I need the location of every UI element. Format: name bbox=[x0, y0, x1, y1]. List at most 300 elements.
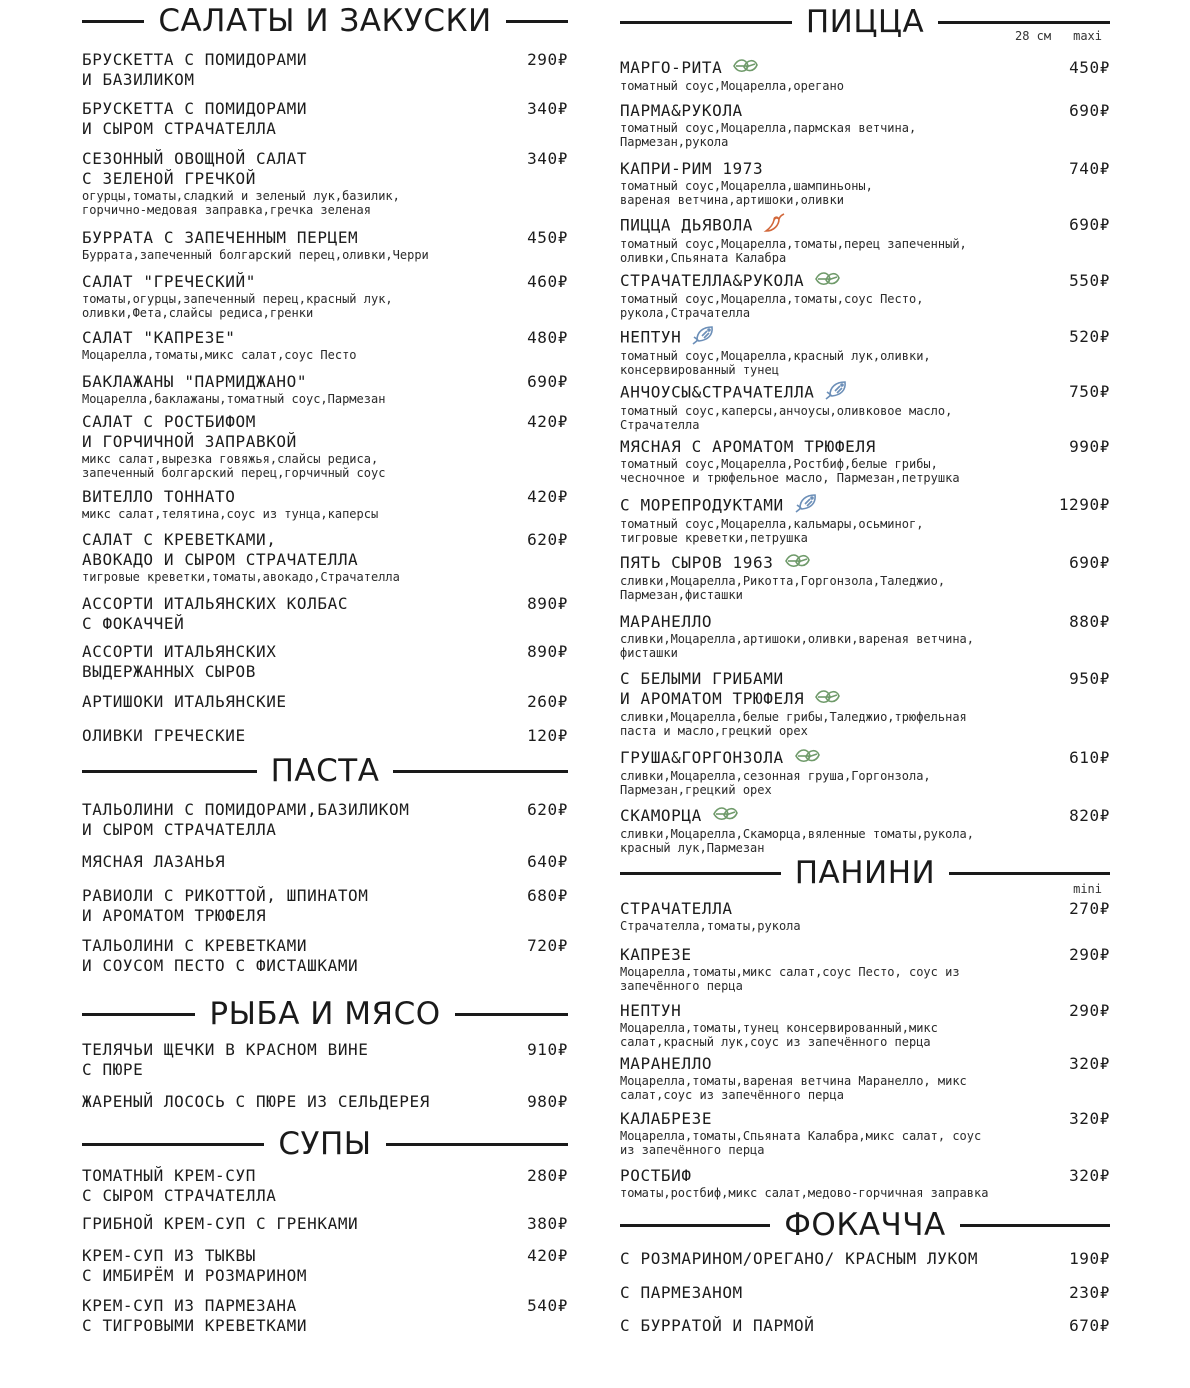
item-name-text: ТЕЛЯЧЬИ ЩЕЧКИ В КРАСНОМ ВИНЕ С ПЮРЕ bbox=[82, 1040, 369, 1079]
menu-item bbox=[620, 1316, 1110, 1336]
item-price: 280₽ bbox=[527, 1166, 568, 1185]
leaf-icon bbox=[794, 746, 820, 766]
menu-item bbox=[620, 495, 1110, 545]
item-price: 450₽ bbox=[1069, 58, 1110, 77]
item-body bbox=[620, 1054, 1063, 1102]
item-name bbox=[620, 382, 1063, 404]
menu-item bbox=[620, 945, 1110, 993]
item-name bbox=[82, 149, 521, 189]
item-name bbox=[620, 1166, 1063, 1186]
menu-item bbox=[620, 1054, 1110, 1102]
item-body bbox=[620, 1166, 1063, 1200]
item-body bbox=[620, 1109, 1063, 1157]
item-description: Моцарелла,томаты,тунец консервированный,микс салат,красный лук,соус из запечённого перца bbox=[620, 1021, 938, 1049]
section-title: ПАСТА bbox=[270, 753, 380, 789]
item-body bbox=[82, 412, 521, 480]
item-name-text: МАРГО-РИТА bbox=[620, 58, 723, 77]
item-name bbox=[82, 1246, 521, 1286]
item-description: томатный соус,Моцарелла,Ростбиф,белые грибы, чесночное и трюфельное масло, Пармезан,петрушка bbox=[620, 457, 960, 485]
item-price: 620₽ bbox=[527, 800, 568, 819]
item-name-text: ВИТЕЛЛО ТОННАТО bbox=[82, 487, 236, 506]
item-body bbox=[620, 1001, 1063, 1049]
section-heading-salads bbox=[82, 1, 568, 41]
menu-item bbox=[620, 271, 1110, 320]
menu-item bbox=[620, 215, 1110, 265]
menu-item bbox=[620, 1283, 1110, 1303]
heading-rule bbox=[82, 20, 144, 23]
item-description: микс салат,вырезка говяжья,слайсы редиса, запеченный болгарский перец,горчичный соус bbox=[82, 452, 386, 480]
item-price: 890₽ bbox=[527, 642, 568, 661]
item-price: 670₽ bbox=[1069, 1316, 1110, 1335]
item-description: сливки,Моцарелла,артишоки,оливки,вареная ветчина, фисташки bbox=[620, 632, 975, 660]
item-name bbox=[620, 553, 1063, 574]
item-name-text: ОЛИВКИ ГРЕЧЕСКИЕ bbox=[82, 726, 246, 745]
menu-item bbox=[82, 149, 568, 217]
item-body bbox=[620, 58, 1063, 93]
item-description: Моцарелла,баклажаны,томатный соус,Пармезан bbox=[82, 392, 386, 406]
size-labels bbox=[620, 882, 1110, 896]
menu-item bbox=[82, 594, 568, 634]
item-body bbox=[82, 1296, 521, 1336]
item-body bbox=[620, 748, 1063, 797]
item-price: 190₽ bbox=[1069, 1249, 1110, 1268]
section-heading-pasta bbox=[82, 751, 568, 791]
item-name bbox=[620, 495, 1053, 517]
heading-rule bbox=[949, 872, 1110, 875]
menu-item bbox=[82, 1296, 568, 1336]
section-title: СУПЫ bbox=[278, 1126, 372, 1162]
item-name bbox=[620, 215, 1063, 237]
item-name-text: СЕЗОННЫЙ ОВОЩНОЙ САЛАТ С ЗЕЛЕНОЙ ГРЕЧКОЙ bbox=[82, 149, 308, 188]
item-name-text: КАЛАБРЕЗЕ bbox=[620, 1109, 713, 1128]
item-description: томаты,ростбиф,микс салат,медово-горчичная заправка bbox=[620, 1186, 989, 1200]
menu-item bbox=[82, 1040, 568, 1080]
item-name-text: САЛАТ "ГРЕЧЕСКИЙ" bbox=[82, 272, 256, 291]
item-body bbox=[82, 594, 521, 634]
heading-rule bbox=[455, 1013, 568, 1016]
item-name-text: ГРИБНОЙ КРЕМ-СУП С ГРЕНКАМИ bbox=[82, 1214, 359, 1233]
item-name bbox=[620, 945, 1063, 965]
item-price: 340₽ bbox=[527, 149, 568, 168]
heading-rule bbox=[82, 770, 257, 773]
menu-item bbox=[620, 806, 1110, 855]
item-name-text: С МОРЕПРОДУКТАМИ bbox=[620, 495, 784, 515]
item-name bbox=[620, 612, 1063, 632]
item-name-text: РОСТБИФ bbox=[620, 1166, 692, 1185]
section-heading-soups bbox=[82, 1124, 568, 1164]
item-name-text: МЯСНАЯ ЛАЗАНЬЯ bbox=[82, 852, 226, 871]
menu-item bbox=[82, 228, 568, 262]
item-name bbox=[620, 1109, 1063, 1129]
item-name bbox=[82, 1214, 521, 1234]
item-name-text: КРЕМ-СУП ИЗ ТЫКВЫ С ИМБИРЁМ И РОЗМАРИНОМ bbox=[82, 1246, 308, 1285]
heading-rule bbox=[620, 872, 781, 875]
item-name bbox=[82, 50, 521, 90]
item-price: 690₽ bbox=[1069, 215, 1110, 234]
item-body bbox=[620, 1316, 1063, 1336]
item-body bbox=[620, 899, 1063, 933]
section-title: ПАНИНИ bbox=[794, 855, 936, 891]
item-name-text: С БУРРАТОЙ И ПАРМОЙ bbox=[620, 1316, 815, 1335]
item-name-text: БРУСКЕТТА С ПОМИДОРАМИ И БАЗИЛИКОМ bbox=[82, 50, 308, 89]
item-name-text: ЖАРЕНЫЙ ЛОСОСЬ С ПЮРЕ ИЗ СЕЛЬДЕРЕЯ bbox=[82, 1092, 430, 1111]
item-name bbox=[82, 1296, 521, 1336]
menu-item bbox=[82, 936, 568, 976]
item-name bbox=[620, 327, 1063, 349]
item-description: огурцы,томаты,сладкий и зеленый лук,базилик, горчично-медовая заправка,гречка зеленая bbox=[82, 189, 400, 217]
item-name-text: ПЯТЬ СЫРОВ 1963 bbox=[620, 553, 774, 572]
item-price: 990₽ bbox=[1069, 437, 1110, 456]
item-price: 980₽ bbox=[527, 1092, 568, 1111]
section-title: ФОКАЧЧА bbox=[784, 1207, 946, 1243]
item-price: 720₽ bbox=[527, 936, 568, 955]
fish-icon bbox=[691, 324, 717, 346]
item-price: 950₽ bbox=[1069, 669, 1110, 688]
item-name-text: МАРАНЕЛЛО bbox=[620, 612, 713, 631]
item-price: 420₽ bbox=[527, 1246, 568, 1265]
item-body bbox=[82, 328, 521, 362]
section-title: САЛАТЫ И ЗАКУСКИ bbox=[158, 3, 492, 39]
item-name bbox=[82, 726, 521, 746]
menu-item bbox=[620, 748, 1110, 797]
menu-item bbox=[620, 159, 1110, 207]
heading-rule bbox=[620, 21, 792, 24]
item-name bbox=[620, 1054, 1063, 1074]
item-body bbox=[620, 669, 1063, 738]
item-body bbox=[82, 886, 521, 926]
item-description: томатный соус,Моцарелла,кальмары,осьминог, тигровые креветки,петрушка bbox=[620, 517, 924, 545]
item-name bbox=[82, 1040, 521, 1080]
item-body bbox=[620, 553, 1063, 602]
item-name bbox=[82, 1092, 521, 1112]
item-body bbox=[82, 936, 521, 976]
item-name bbox=[82, 328, 521, 348]
item-description: томатный соус,Моцарелла,орегано bbox=[620, 78, 844, 93]
item-price: 740₽ bbox=[1069, 159, 1110, 178]
item-name-text: САЛАТ С РОСТБИФОМ И ГОРЧИЧНОЙ ЗАПРАВКОЙ bbox=[82, 412, 297, 451]
menu-item bbox=[82, 487, 568, 521]
item-body bbox=[82, 372, 521, 406]
menu-item bbox=[620, 327, 1110, 377]
menu-item bbox=[620, 101, 1110, 149]
item-price: 270₽ bbox=[1069, 899, 1110, 918]
item-name bbox=[82, 272, 521, 292]
item-description: сливки,Моцарелла,Скаморца,вяленные томаты,рукола, красный лук,Пармезан bbox=[620, 826, 975, 855]
item-name-text: МЯСНАЯ С АРОМАТОМ ТРЮФЕЛЯ bbox=[620, 437, 876, 456]
item-name bbox=[82, 372, 521, 392]
item-price: 640₽ bbox=[527, 852, 568, 871]
menu-item bbox=[82, 1092, 568, 1112]
item-price: 320₽ bbox=[1069, 1054, 1110, 1073]
item-name bbox=[620, 271, 1063, 292]
item-name-text: САЛАТ "КАПРЕЗЕ" bbox=[82, 328, 236, 347]
item-body bbox=[620, 945, 1063, 993]
menu-item bbox=[620, 1001, 1110, 1049]
item-price: 260₽ bbox=[527, 692, 568, 711]
item-price: 690₽ bbox=[527, 372, 568, 391]
item-price: 380₽ bbox=[527, 1214, 568, 1233]
menu-item bbox=[82, 886, 568, 926]
item-name bbox=[82, 99, 521, 139]
item-name bbox=[620, 101, 1063, 121]
item-name-text: ПИЦЦА ДЬЯВОЛА bbox=[620, 215, 754, 235]
item-name bbox=[82, 886, 521, 926]
leaf-icon bbox=[784, 551, 810, 571]
heading-rule bbox=[938, 21, 1110, 24]
item-name-text: ТАЛЬОЛИНИ С ПОМИДОРАМИ,БАЗИЛИКОМ И СЫРОМ СТРАЧАТЕЛЛА bbox=[82, 800, 410, 839]
menu-item bbox=[82, 1246, 568, 1286]
item-price: 120₽ bbox=[527, 726, 568, 745]
section-heading-focaccia bbox=[620, 1205, 1110, 1245]
item-name bbox=[82, 1166, 521, 1206]
menu-item bbox=[82, 412, 568, 480]
item-name-text: ПАРМА&РУКОЛА bbox=[620, 101, 743, 120]
item-name-text: САЛАТ С КРЕВЕТКАМИ, АВОКАДО И СЫРОМ СТРАЧАТЕЛЛА bbox=[82, 530, 359, 569]
item-body bbox=[82, 228, 521, 262]
size-label: mini bbox=[1073, 882, 1102, 896]
item-price: 450₽ bbox=[527, 228, 568, 247]
item-body bbox=[620, 215, 1063, 265]
item-name-text: АРТИШОКИ ИТАЛЬЯНСКИЕ bbox=[82, 692, 287, 711]
item-description: сливки,Моцарелла,сезонная груша,Горгонзола, Пармезан,грецкий орех bbox=[620, 768, 931, 797]
item-price: 290₽ bbox=[1069, 945, 1110, 964]
item-body bbox=[82, 692, 521, 712]
item-name-text: НЕПТУН bbox=[620, 327, 682, 347]
leaf-icon bbox=[712, 804, 738, 824]
heading-rule bbox=[82, 1143, 264, 1146]
section-title: ПИЦЦА bbox=[805, 4, 925, 40]
item-body bbox=[82, 1166, 521, 1206]
item-description: томатный соус,Моцарелла,томаты,перец запеченный, оливки,Спьяната Калабра bbox=[620, 237, 967, 265]
item-body bbox=[82, 642, 521, 682]
item-body bbox=[82, 487, 521, 521]
item-body bbox=[620, 495, 1053, 545]
item-body bbox=[82, 1040, 521, 1080]
item-body bbox=[82, 1214, 521, 1234]
item-name bbox=[82, 228, 521, 248]
menu-item bbox=[620, 553, 1110, 602]
size-labels bbox=[620, 29, 1110, 43]
item-name bbox=[620, 437, 1063, 457]
menu-item bbox=[620, 612, 1110, 660]
menu-item bbox=[82, 1166, 568, 1206]
item-name bbox=[82, 530, 521, 570]
item-name-text: КРЕМ-СУП ИЗ ПАРМЕЗАНА С ТИГРОВЫМИ КРЕВЕТКАМИ bbox=[82, 1296, 308, 1335]
heading-rule bbox=[393, 770, 568, 773]
item-body bbox=[82, 99, 521, 139]
item-description: Моцарелла,томаты,вареная ветчина Маранелло, микс салат,соус из запечённого перца bbox=[620, 1074, 967, 1102]
heading-rule bbox=[82, 1013, 195, 1016]
item-body bbox=[82, 852, 521, 872]
item-description: Моцарелла,томаты,Спьяната Калабра,микс салат, соус из запечённого перца bbox=[620, 1129, 982, 1157]
item-name bbox=[620, 669, 1063, 710]
item-name bbox=[620, 806, 1063, 827]
item-name bbox=[620, 1249, 1063, 1269]
item-body bbox=[620, 382, 1063, 432]
item-name bbox=[82, 412, 521, 452]
section-heading-fishmeat bbox=[82, 994, 568, 1034]
item-description: Страчателла,томаты,рукола bbox=[620, 919, 801, 933]
item-price: 230₽ bbox=[1069, 1283, 1110, 1302]
item-description: тигровые креветки,томаты,авокадо,Страчателла bbox=[82, 570, 400, 584]
item-description: сливки,Моцарелла,Рикотта,Горгонзола,Таледжио, Пармезан,фисташки bbox=[620, 573, 946, 602]
item-name-text: АССОРТИ ИТАЛЬЯНСКИХ ВЫДЕРЖАННЫХ СЫРОВ bbox=[82, 642, 277, 681]
size-label: maxi bbox=[1073, 29, 1102, 43]
item-description: томатный соус,Моцарелла,красный лук,оливки, консервированный тунец bbox=[620, 349, 931, 377]
menu-item bbox=[82, 800, 568, 840]
section-title: РЫБА И МЯСО bbox=[209, 996, 441, 1032]
item-body bbox=[82, 50, 521, 90]
item-price: 320₽ bbox=[1069, 1109, 1110, 1128]
item-name bbox=[82, 800, 521, 840]
item-price: 290₽ bbox=[527, 50, 568, 69]
heading-rule bbox=[386, 1143, 568, 1146]
menu-item bbox=[82, 852, 568, 872]
leaf-icon bbox=[732, 56, 758, 76]
item-name-text: ТОМАТНЫЙ КРЕМ-СУП С СЫРОМ СТРАЧАТЕЛЛА bbox=[82, 1166, 277, 1205]
item-name bbox=[82, 594, 521, 634]
item-description: Моцарелла,томаты,микс салат,соус Песто, соус из запечённого перца bbox=[620, 965, 960, 993]
item-price: 750₽ bbox=[1069, 382, 1110, 401]
item-price: 690₽ bbox=[1069, 101, 1110, 120]
item-name bbox=[82, 642, 521, 682]
item-body bbox=[82, 726, 521, 746]
item-price: 690₽ bbox=[1069, 553, 1110, 572]
item-price: 290₽ bbox=[1069, 1001, 1110, 1020]
menu-item bbox=[82, 272, 568, 320]
menu-item bbox=[82, 99, 568, 139]
item-name bbox=[620, 1001, 1063, 1021]
menu-item bbox=[620, 669, 1110, 738]
menu-item bbox=[620, 382, 1110, 432]
item-price: 1290₽ bbox=[1058, 495, 1110, 514]
item-price: 320₽ bbox=[1069, 1166, 1110, 1185]
item-name bbox=[620, 1316, 1063, 1336]
item-name-text: АССОРТИ ИТАЛЬЯНСКИХ КОЛБАС С ФОКАЧЧЕЙ bbox=[82, 594, 349, 633]
item-name-text: С БЕЛЫМИ ГРИБАМИ И АРОМАТОМ ТРЮФЕЛЯ bbox=[620, 669, 805, 708]
item-name-text: СКАМОРЦА bbox=[620, 806, 702, 825]
heading-rule bbox=[506, 20, 568, 23]
item-body bbox=[82, 800, 521, 840]
item-description: томатный соус,каперсы,анчоусы,оливковое масло, Страчателла bbox=[620, 404, 953, 432]
item-name bbox=[620, 1283, 1063, 1303]
item-body bbox=[620, 612, 1063, 660]
item-body bbox=[82, 530, 521, 584]
item-price: 340₽ bbox=[527, 99, 568, 118]
item-description: томатный соус,Моцарелла,шампиньоны, вареная ветчина,артишоки,оливки bbox=[620, 179, 873, 207]
item-description: Буррата,запеченный болгарский перец,оливки,Черри bbox=[82, 248, 429, 262]
item-price: 610₽ bbox=[1069, 748, 1110, 767]
item-name bbox=[620, 159, 1063, 179]
chili-icon bbox=[763, 212, 787, 234]
item-name bbox=[82, 852, 521, 872]
menu-item bbox=[82, 372, 568, 406]
item-body bbox=[82, 1246, 521, 1286]
item-name-text: ТАЛЬОЛИНИ С КРЕВЕТКАМИ И СОУСОМ ПЕСТО С ФИСТАШКАМИ bbox=[82, 936, 359, 975]
item-price: 550₽ bbox=[1069, 271, 1110, 290]
menu-item bbox=[82, 50, 568, 90]
item-name bbox=[82, 936, 521, 976]
item-price: 540₽ bbox=[527, 1296, 568, 1315]
item-price: 880₽ bbox=[1069, 612, 1110, 631]
item-price: 910₽ bbox=[527, 1040, 568, 1059]
item-name-text: НЕПТУН bbox=[620, 1001, 682, 1020]
item-price: 620₽ bbox=[527, 530, 568, 549]
heading-rule bbox=[960, 1224, 1110, 1227]
item-name-text: МАРАНЕЛЛО bbox=[620, 1054, 713, 1073]
menu-item bbox=[620, 899, 1110, 933]
item-name-text: БАКЛАЖАНЫ "ПАРМИДЖАНО" bbox=[82, 372, 308, 391]
item-name-text: РАВИОЛИ С РИКОТТОЙ, ШПИНАТОМ И АРОМАТОМ ТРЮФЕЛЯ bbox=[82, 886, 369, 925]
item-description: Моцарелла,томаты,микс салат,соус Песто bbox=[82, 348, 357, 362]
item-name bbox=[82, 487, 521, 507]
item-body bbox=[620, 327, 1063, 377]
item-name-text: ГРУША&ГОРГОНЗОЛА bbox=[620, 748, 784, 767]
item-body bbox=[620, 1249, 1063, 1269]
item-name-text: КАПРИ-РИМ 1973 bbox=[620, 159, 764, 178]
item-name-text: С ПАРМЕЗАНОМ bbox=[620, 1283, 743, 1302]
item-price: 480₽ bbox=[527, 328, 568, 347]
item-description: томатный соус,Моцарелла,томаты,соус Песто, рукола,Страчателла bbox=[620, 291, 924, 320]
item-description: томаты,огурцы,запеченный перец,красный лук, оливки,Фета,слайсы редиса,гренки bbox=[82, 292, 393, 320]
menu-item bbox=[82, 328, 568, 362]
item-price: 820₽ bbox=[1069, 806, 1110, 825]
fish-icon bbox=[794, 492, 820, 514]
menu-item bbox=[620, 1166, 1110, 1200]
item-name-text: КАПРЕЗЕ bbox=[620, 945, 692, 964]
item-body bbox=[620, 806, 1063, 855]
menu-item bbox=[82, 692, 568, 712]
item-body bbox=[82, 1092, 521, 1112]
item-price: 420₽ bbox=[527, 412, 568, 431]
menu-item bbox=[620, 1249, 1110, 1269]
item-price: 460₽ bbox=[527, 272, 568, 291]
menu-item bbox=[620, 1109, 1110, 1157]
item-name bbox=[82, 692, 521, 712]
item-name-text: С РОЗМАРИНОМ/ОРЕГАНО/ КРАСНЫМ ЛУКОМ bbox=[620, 1249, 979, 1268]
item-body bbox=[82, 149, 521, 217]
item-body bbox=[620, 1283, 1063, 1303]
heading-rule bbox=[620, 1224, 770, 1227]
item-description: сливки,Моцарелла,белые грибы,Таледжио,трюфельная паста и масло,грецкий орех bbox=[620, 709, 967, 738]
fish-icon bbox=[824, 379, 850, 401]
menu-item bbox=[82, 530, 568, 584]
item-name-text: СТРАЧАТЕЛЛА&РУКОЛА bbox=[620, 271, 805, 290]
menu-item bbox=[82, 1214, 568, 1234]
menu-item bbox=[620, 437, 1110, 485]
leaf-icon bbox=[814, 687, 840, 707]
menu-item bbox=[620, 58, 1110, 93]
item-description: томатный соус,Моцарелла,пармская ветчина, Пармезан,рукола bbox=[620, 121, 917, 149]
item-price: 520₽ bbox=[1069, 327, 1110, 346]
item-body bbox=[620, 437, 1063, 485]
item-price: 420₽ bbox=[527, 487, 568, 506]
item-name-text: БРУСКЕТТА С ПОМИДОРАМИ И СЫРОМ СТРАЧАТЕЛЛА bbox=[82, 99, 308, 138]
menu-item bbox=[82, 726, 568, 746]
item-name bbox=[620, 899, 1063, 919]
item-body bbox=[82, 272, 521, 320]
item-price: 680₽ bbox=[527, 886, 568, 905]
size-label: 28 см bbox=[1014, 29, 1052, 43]
item-description: микс салат,телятина,соус из тунца,каперсы bbox=[82, 507, 379, 521]
item-name bbox=[620, 58, 1063, 79]
item-name bbox=[620, 748, 1063, 769]
item-body bbox=[620, 159, 1063, 207]
item-body bbox=[620, 101, 1063, 149]
item-price: 890₽ bbox=[527, 594, 568, 613]
item-name-text: БУРРАТА С ЗАПЕЧЕННЫМ ПЕРЦЕМ bbox=[82, 228, 359, 247]
item-name-text: АНЧОУСЫ&СТРАЧАТЕЛЛА bbox=[620, 382, 815, 402]
